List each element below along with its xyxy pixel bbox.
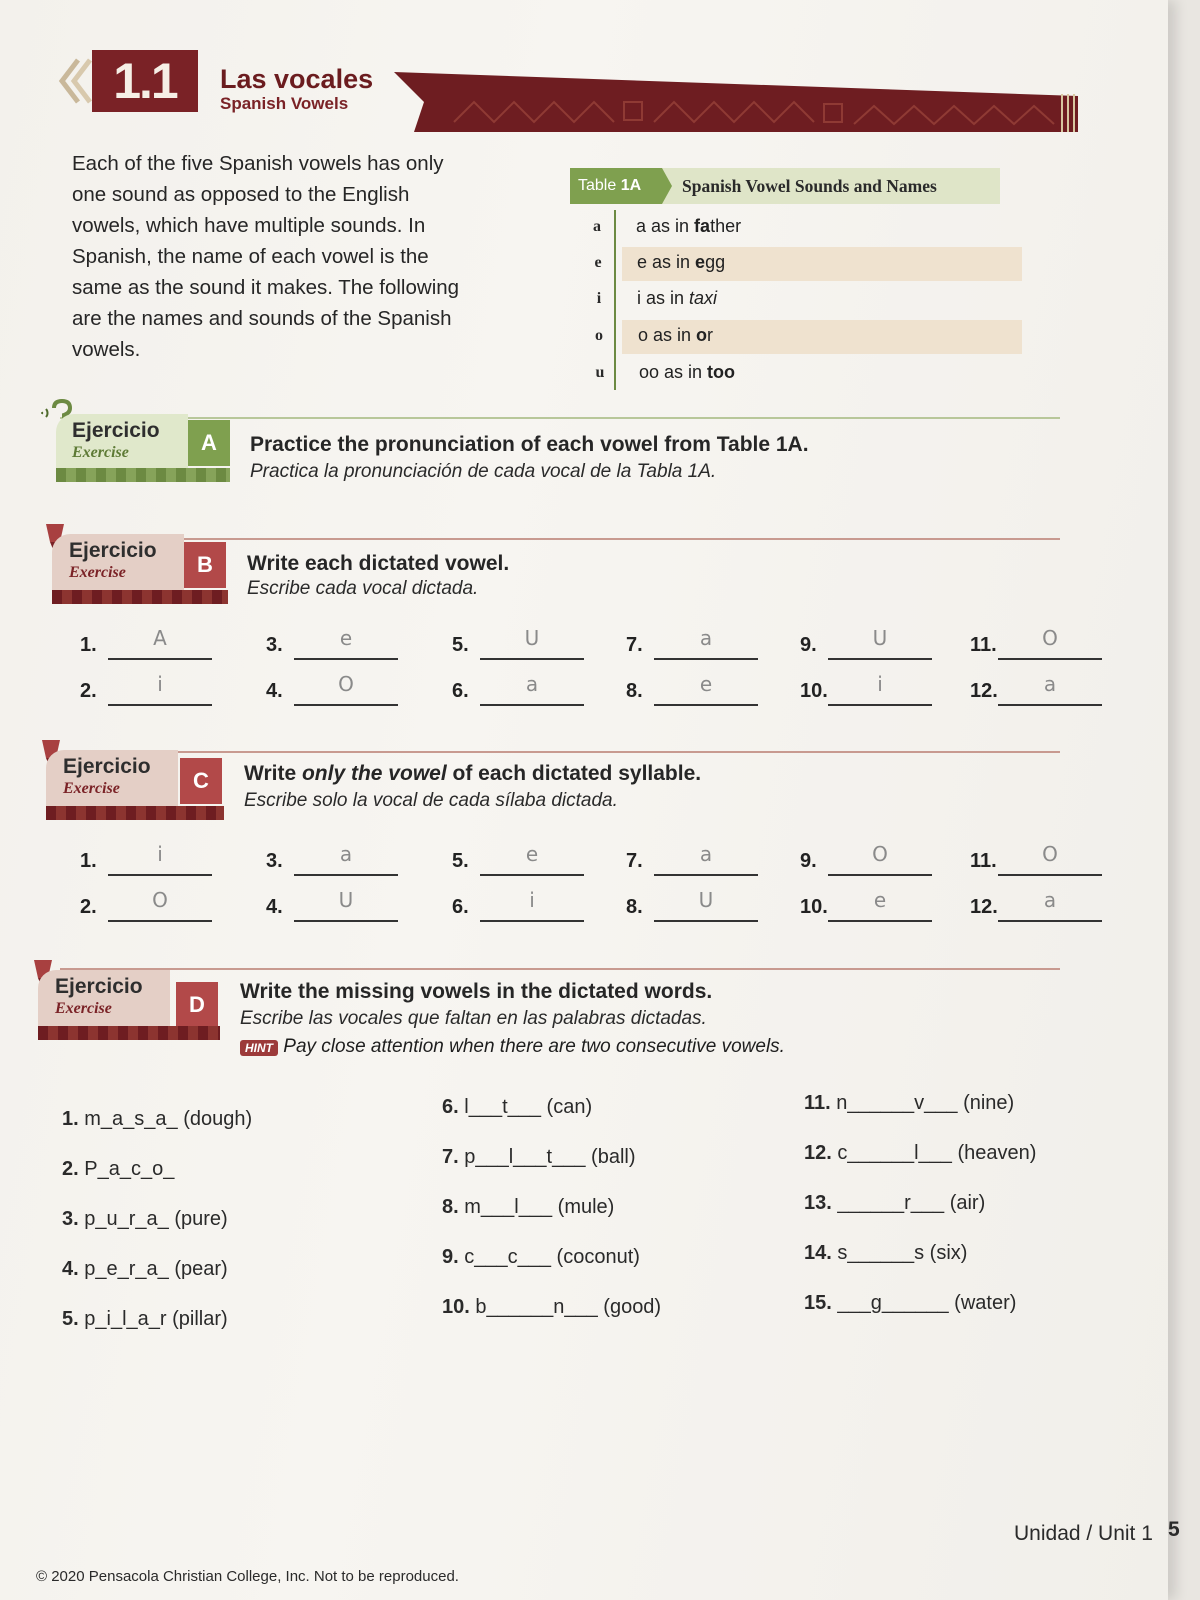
exercise-d-word[interactable]: 1. m_a_s_a_ (dough): [62, 1108, 253, 1130]
hint-text: Pay close attention when there are two consecutive vowels.: [283, 1036, 785, 1057]
exercise-c-handwritten-answer: a: [699, 842, 713, 866]
exercise-c-handwritten-answer: a: [339, 842, 353, 866]
exercise-letter-a: A: [188, 420, 230, 466]
exercise-b-item-number: 12.: [970, 680, 998, 702]
exercise-stripe: [52, 590, 228, 604]
section-rule: [60, 751, 1060, 753]
exercise-b-handwritten-answer: U: [872, 626, 888, 650]
exercise-c-handwritten-answer: a: [1043, 888, 1057, 912]
exercise-b-answer-blank[interactable]: [294, 658, 398, 660]
exercise-c-handwritten-answer: U: [338, 888, 354, 912]
exercise-b-answer-blank[interactable]: [108, 658, 212, 660]
exercise-d-word[interactable]: 12. c______l___ (heaven): [804, 1142, 1037, 1164]
exercise-c-answer-blank[interactable]: [998, 920, 1102, 922]
exercise-b-handwritten-answer: i: [157, 672, 163, 696]
exercise-d-instruction: Write the missing vowels in the dictated words.: [240, 980, 713, 1003]
exercise-c-handwritten-answer: e: [525, 842, 539, 866]
exercise-d-word[interactable]: 10. b______n___ (good): [442, 1296, 662, 1318]
exercise-letter-c: C: [180, 758, 222, 804]
table-title: Spanish Vowel Sounds and Names: [682, 176, 937, 196]
exercise-b-handwritten-answer: A: [153, 626, 167, 650]
exercise-label: Exercise: [69, 564, 126, 581]
exercise-b-answer-blank[interactable]: [828, 704, 932, 706]
exercise-c-item-number: 1.: [80, 850, 97, 872]
exercise-c-answer-blank[interactable]: [294, 920, 398, 922]
exercise-c-answer-blank[interactable]: [828, 874, 932, 876]
exercise-c-answer-blank[interactable]: [480, 874, 584, 876]
exercise-c-answer-blank[interactable]: [294, 874, 398, 876]
exercise-b-handwritten-answer: a: [525, 672, 539, 696]
exercise-b-answer-blank[interactable]: [480, 704, 584, 706]
exercise-c-item-number: 11.: [970, 850, 997, 872]
exercise-a-instruction-es: Practica la pronunciación de cada vocal de la Tabla 1A.: [250, 461, 717, 482]
exercise-b-item-number: 1.: [80, 634, 97, 656]
exercise-letter-d: D: [176, 982, 218, 1028]
exercise-b-item-number: 3.: [266, 634, 283, 656]
exercise-d-word[interactable]: 13. ______r___ (air): [804, 1192, 986, 1214]
section-number: 1.1: [92, 50, 198, 112]
exercise-c-item-number: 12.: [970, 896, 998, 918]
exercise-b-item-number: 10.: [800, 680, 828, 702]
table-divider: [614, 210, 616, 390]
exercise-b-answer-blank[interactable]: [654, 658, 758, 660]
exercise-stripe: [38, 1026, 220, 1040]
exercise-a-instruction: Practice the pronunciation of each vowel from Table 1A.: [250, 433, 809, 456]
exercise-b-answer-blank[interactable]: [828, 658, 932, 660]
exercise-c-item-number: 9.: [800, 850, 817, 872]
vowel-sound: i as in taxi: [637, 288, 718, 308]
exercise-c-answer-blank[interactable]: [108, 874, 212, 876]
ejercicio-label: Ejercicio: [72, 419, 160, 442]
vowel-sound: a as in father: [636, 216, 742, 236]
exercise-b-handwritten-answer: e: [339, 626, 353, 650]
exercise-b-instruction-es: Escribe cada vocal dictada.: [247, 578, 479, 599]
exercise-c-answer-blank[interactable]: [480, 920, 584, 922]
exercise-d-word[interactable]: 7. p___l___t___ (ball): [442, 1146, 636, 1168]
exercise-d-word[interactable]: 5. p_i_l_a_r (pillar): [62, 1308, 228, 1330]
exercise-d-word[interactable]: 14. s______s (six): [804, 1242, 968, 1264]
exercise-d-word[interactable]: 2. P_a_c_o_: [62, 1158, 175, 1180]
exercise-b-item-number: 7.: [626, 634, 643, 656]
exercise-c-handwritten-answer: i: [529, 888, 535, 912]
vowel-letter: e: [594, 254, 602, 271]
vowel-sound: o as in or: [638, 325, 714, 345]
exercise-d-word[interactable]: 11. n______v___ (nine): [804, 1092, 1015, 1114]
exercise-b-handwritten-answer: a: [1043, 672, 1057, 696]
exercise-c-item-number: 3.: [266, 850, 283, 872]
ejercicio-label: Ejercicio: [63, 755, 151, 778]
exercise-c-handwritten-answer: O: [872, 842, 888, 866]
exercise-c-handwritten-answer: O: [152, 888, 168, 912]
ejercicio-label: Ejercicio: [69, 539, 157, 562]
exercise-c-handwritten-answer: O: [1042, 842, 1058, 866]
exercise-d-word[interactable]: 9. c___c___ (coconut): [442, 1246, 640, 1268]
exercise-c-answer-blank[interactable]: [108, 920, 212, 922]
exercise-stripe: [56, 468, 230, 482]
chevron-decoration-icon: [56, 58, 96, 104]
exercise-label: Exercise: [72, 444, 129, 461]
section-rule: [60, 968, 1060, 970]
page-number: 5: [1168, 1518, 1180, 1541]
exercise-c-item-number: 2.: [80, 896, 97, 918]
exercise-c-answer-blank[interactable]: [654, 874, 758, 876]
exercise-b-instruction: Write each dictated vowel.: [247, 552, 510, 575]
exercise-d-word[interactable]: 8. m___l___ (mule): [442, 1196, 615, 1218]
vowel-sound: oo as in too: [639, 362, 736, 382]
exercise-b-item-number: 2.: [80, 680, 97, 702]
section-title: Las vocales: [220, 64, 374, 94]
exercise-b-item-number: 9.: [800, 634, 817, 656]
unit-label: Unidad / Unit 1: [1014, 1522, 1153, 1545]
exercise-d-word[interactable]: 6. l___t___ (can): [442, 1096, 593, 1118]
exercise-b-item-number: 11.: [970, 634, 997, 656]
exercise-b-handwritten-answer: U: [524, 626, 540, 650]
exercise-stripe: [46, 806, 224, 820]
ejercicio-label: Ejercicio: [55, 975, 143, 998]
exercise-c-handwritten-answer: e: [873, 888, 887, 912]
exercise-b-handwritten-answer: O: [1042, 626, 1058, 650]
exercise-b-item-number: 4.: [266, 680, 283, 702]
exercise-b-item-number: 6.: [452, 680, 469, 702]
exercise-c-handwritten-answer: U: [698, 888, 714, 912]
exercise-b-answer-blank[interactable]: [654, 704, 758, 706]
table-label: [570, 168, 662, 204]
exercise-label: Exercise: [63, 780, 120, 797]
exercise-letter-b: B: [184, 542, 226, 588]
exercise-b-answer-blank[interactable]: [998, 658, 1102, 660]
exercise-c-item-number: 4.: [266, 896, 283, 918]
exercise-c-item-number: 8.: [626, 896, 643, 918]
section-subtitle: Spanish Vowels: [220, 94, 349, 113]
exercise-b-handwritten-answer: i: [877, 672, 883, 696]
copyright: © 2020 Pensacola Christian College, Inc. Not to be reproduced.: [36, 1568, 459, 1585]
section-rule: [60, 538, 1060, 540]
exercise-b-answer-blank[interactable]: [480, 658, 584, 660]
exercise-c-answer-blank[interactable]: [654, 920, 758, 922]
exercise-b-answer-blank[interactable]: [998, 704, 1102, 706]
vowel-sound: e as in egg: [637, 252, 726, 272]
table-label-arrow: [662, 168, 672, 204]
exercise-b-handwritten-answer: e: [699, 672, 713, 696]
exercise-c-item-number: 5.: [452, 850, 469, 872]
vowel-letter: o: [595, 327, 603, 344]
exercise-b-answer-blank[interactable]: [294, 704, 398, 706]
table-label-id: 1A: [620, 177, 642, 194]
exercise-label: Exercise: [55, 1000, 112, 1017]
exercise-d-word[interactable]: 4. p_e_r_a_ (pear): [62, 1258, 228, 1280]
exercise-b-answer-blank[interactable]: [108, 704, 212, 706]
exercise-b-item-number: 8.: [626, 680, 643, 702]
section-rule: [60, 417, 1060, 419]
exercise-d-word[interactable]: 3. p_u_r_a_ (pure): [62, 1208, 228, 1230]
exercise-b-handwritten-answer: a: [699, 626, 713, 650]
exercise-c-instruction: Write only the vowel of each dictated syllable.: [244, 762, 702, 785]
exercise-c-instruction-es: Escribe solo la vocal de cada sílaba dictada.: [244, 790, 618, 811]
hint-badge: HINT: [240, 1040, 278, 1056]
table-label-prefix: Table: [578, 177, 617, 194]
exercise-b-item-number: 5.: [452, 634, 469, 656]
exercise-d-instruction-es: Escribe las vocales que faltan en las palabras dictadas.: [240, 1008, 707, 1029]
exercise-c-answer-blank[interactable]: [998, 874, 1102, 876]
exercise-b-handwritten-answer: O: [338, 672, 354, 696]
vowel-letter: a: [593, 218, 601, 235]
exercise-c-answer-blank[interactable]: [828, 920, 932, 922]
hint-line: [240, 1036, 785, 1058]
vowel-letter: i: [596, 290, 602, 307]
exercise-c-handwritten-answer: i: [157, 842, 163, 866]
exercise-d-word[interactable]: 15. ___g______ (water): [804, 1292, 1017, 1314]
intro-paragraph: Each of the five Spanish vowels has only one sound as opposed to the English vowels, which have multiple sounds. In Spanish, the name of each vowel is the same as the sound it makes. The following are the names and sounds of the Spanish vowels.: [72, 152, 460, 361]
exercise-c-item-number: 6.: [452, 896, 469, 918]
exercise-c-item-number: 7.: [626, 850, 643, 872]
vowel-letter: u: [595, 364, 605, 381]
exercise-c-item-number: 10.: [800, 896, 828, 918]
header-pattern-band: [394, 72, 1078, 132]
